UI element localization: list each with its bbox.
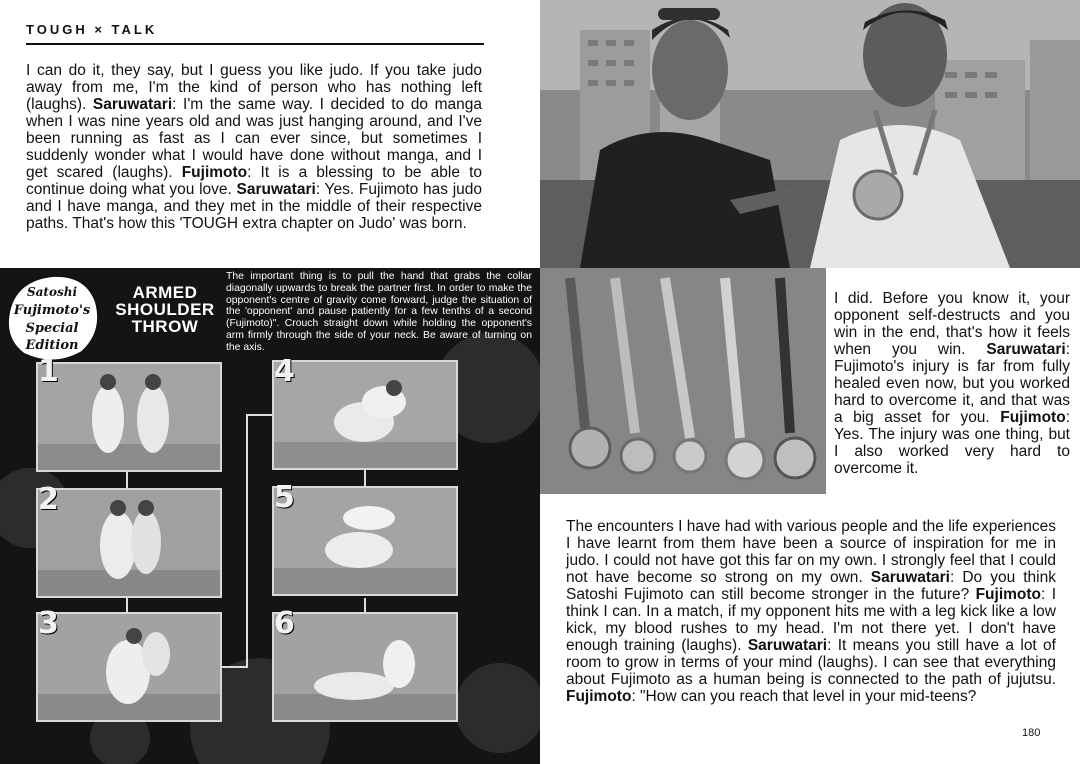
seal-line-4: Edition [25, 338, 79, 353]
speaker-name: Saruwatari [747, 637, 828, 654]
page-number: 180 [1022, 727, 1041, 739]
interview-photo [540, 0, 1080, 268]
text-run: : Fujimoto's injury is far from fully healed even now, but you worked hard to overcome it, and that was a big asset for you. [834, 341, 1070, 426]
step-number: 6 [274, 606, 295, 641]
text-run: : I'm the same way. I decided to do manga when I was nine years old and was just hanging around, and I've been running as fast as I can ever since, but sometimes I suddenly wonder what I would have done without manga, and I get scared (laughs). [26, 96, 482, 181]
text-run: I did. Before you know it, your opponent self-destructs and you win in the end, that's how it feels when you win. [834, 290, 1070, 358]
step-photo-4 [272, 360, 458, 470]
header-rule [26, 43, 484, 45]
sequence-connector [246, 414, 272, 416]
technique-title [106, 284, 224, 335]
speaker-name: Fujimoto [1000, 409, 1066, 426]
medals-photo [540, 268, 826, 494]
text-run: : Yes. The injury was one thing, but I also worked very hard to overcome it. [834, 409, 1070, 477]
header-title: TOUGH × TALK [26, 22, 158, 37]
step-photo-3 [36, 612, 222, 722]
speaker-name: Fujimoto [181, 164, 248, 181]
text-run: I can do it, they say, but I guess you like judo. If you take judo away from me, I'm the kind of person who has nothing left (laughs). [26, 62, 482, 113]
speaker-name: Saruwatari [92, 96, 173, 113]
sequence-connector [222, 666, 248, 668]
technique-title-line: THROW [131, 317, 199, 336]
step-number: 1 [38, 354, 59, 389]
step-photo-1 [36, 362, 222, 472]
speaker-name: Saruwatari [986, 341, 1066, 358]
speaker-name: Saruwatari [870, 569, 950, 586]
technique-title-line: ARMED [132, 283, 198, 302]
text-run: : Do you think Satoshi Fujimoto can still become stronger in the future? [566, 569, 1056, 603]
text-run: : "How can you reach that level in your mid-teens? [631, 688, 977, 705]
speaker-name: Fujimoto [975, 586, 1042, 603]
text-run: : Yes. Fujimoto has judo and I have manga, and they met in the middle of their respective paths. That's how this 'TOUGH extra chapter on Judo' was born. [26, 181, 482, 232]
special-edition-seal [4, 272, 100, 362]
step-photo-5 [272, 486, 458, 596]
seal-line-1: Satoshi [26, 285, 78, 299]
sequence-connector [364, 598, 366, 612]
step-number: 5 [274, 480, 295, 515]
step-number: 4 [274, 354, 295, 389]
sequence-connector [364, 470, 366, 486]
text-run: : I think I can. In a match, if my opponent hits me with a leg kick like a low kick, my blood rushes to my head. I'm not there yet. I don't have enough training (laughs). [566, 586, 1057, 654]
seal-line-3: Special [25, 321, 79, 336]
step-number: 2 [38, 482, 59, 517]
sequence-connector [126, 472, 128, 488]
side-paragraph [834, 290, 1070, 477]
step-number: 3 [38, 606, 59, 641]
step-photo-6 [272, 612, 458, 722]
sequence-connector [126, 598, 128, 612]
sequence-connector [246, 414, 248, 668]
intro-paragraph [26, 62, 482, 232]
page-header [26, 22, 484, 45]
step-photo-2 [36, 488, 222, 598]
text-run: The encounters I have had with various people and the life experiences I have learnt from them have been a source of inspiration for me in judo. I could not have got this far on my own. I strongly feel that I could not have become so strong on my own. [566, 518, 1056, 586]
text-run: : It means you still have a lot of room to grow in terms of your mind (laughs). I can see that everything about Fujimoto as a human being is connected to the path of jujutsu. [566, 637, 1056, 688]
speaker-name: Saruwatari [236, 181, 316, 198]
text-run: : It is a blessing to be able to continue doing what you love. [26, 164, 483, 198]
speaker-name: Fujimoto [566, 688, 632, 705]
technique-title-line: SHOULDER [115, 300, 215, 319]
technique-description: The important thing is to pull the hand that grabs the collar diagonally upwards to break the partner first. In order to make the opponent's centre of gravity come forward, judge the situation of the 'opponent' and pause patiently for a few tenths of a second (Fujimoto)". Crouch straight down while holding the opponent's arm firmly through the side of your neck. Be aware of turning on the axis. [226, 271, 532, 353]
seal-line-2: Fujimoto's [13, 303, 91, 318]
bottom-paragraph [566, 518, 1056, 705]
